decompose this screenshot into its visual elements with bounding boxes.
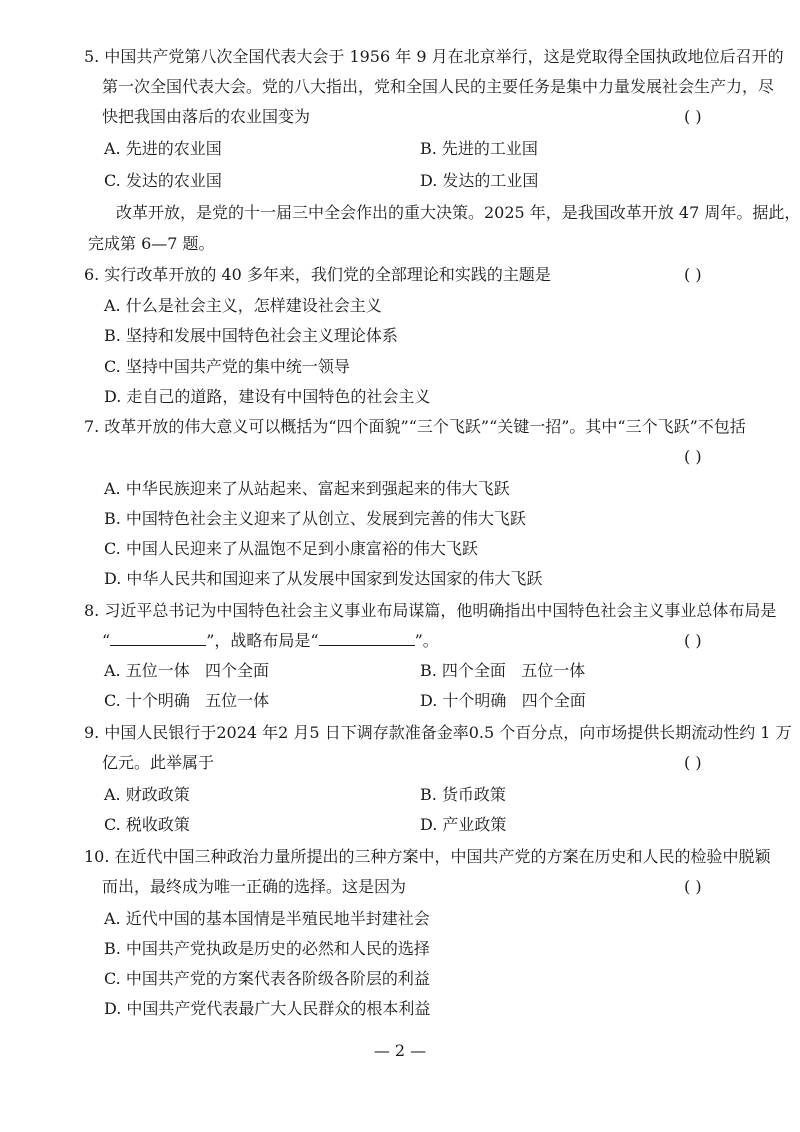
q8-close-text: ”。 <box>414 631 439 650</box>
page-number: — 2 — <box>373 1041 427 1060</box>
q9-stem-line2: 亿元。此举属于 <box>102 753 215 772</box>
q6-option-d: D. 走自己的道路，建设有中国特色的社会主义 <box>104 387 431 406</box>
q6-answer-paren: ( ) <box>684 265 702 284</box>
q6-option-b: B. 坚持和发展中国特色社会主义理论体系 <box>104 326 398 345</box>
q8-blank-2 <box>319 631 415 646</box>
q10-option-b: B. 中国共产党执政是历史的必然和人民的选择 <box>104 939 430 958</box>
q9-option-c: C. 税收政策 <box>104 815 190 834</box>
q7-stem: 7. 改革开放的伟大意义可以概括为“四个面貌”“三个飞跃”“关键一招”。其中“三个飞跃”不包括 <box>84 417 746 436</box>
q8-option-b: B. 四个全面 五位一体 <box>420 661 586 680</box>
q7-option-c: C. 中国人民迎来了从温饱不足到小康富裕的伟大飞跃 <box>104 539 478 558</box>
q6-option-a: A. 什么是社会主义，怎样建设社会主义 <box>104 296 382 315</box>
q5-option-c: C. 发达的农业国 <box>104 171 222 190</box>
q7-option-a: A. 中华民族迎来了从站起来、富起来到强起来的伟大飞跃 <box>104 479 510 498</box>
q8-option-c: C. 十个明确 五位一体 <box>104 691 270 710</box>
q9-option-a: A. 财政政策 <box>104 785 190 804</box>
q9-stem-line1: 9. 中国人民银行于2024 年2 月5 日下调存款准备金率0.5 个百分点，向市场提供长期流动性约 1 万 <box>84 723 792 742</box>
q7-answer-paren: ( ) <box>684 447 702 466</box>
q5-option-a: A. 先进的农业国 <box>104 139 222 158</box>
q5-stem-line1: 5. 中国共产党第八次全国代表大会于 1956 年 9 月在北京举行，这是党取得全国执政地位后召开的 <box>84 47 784 66</box>
q10-option-a: A. 近代中国的基本国情是半殖民地半封建社会 <box>104 909 430 928</box>
q10-stem-line2: 而出，最终成为唯一正确的选择。这是因为 <box>102 877 407 896</box>
q10-option-d: D. 中国共产党代表最广大人民群众的根本利益 <box>104 999 431 1018</box>
q9-option-d: D. 产业政策 <box>420 815 507 834</box>
passage-line2: 完成第 6—7 题。 <box>88 234 215 253</box>
q10-stem-line1: 10. 在近代中国三种政治力量所提出的三种方案中，中国共产党的方案在历史和人民的检验中脱颖 <box>84 847 771 866</box>
q9-option-b: B. 货币政策 <box>420 785 506 804</box>
q5-answer-paren: ( ) <box>684 107 702 126</box>
q8-answer-paren: ( ) <box>684 631 702 650</box>
q5-option-b: B. 先进的工业国 <box>420 139 538 158</box>
q8-blank-1 <box>110 631 206 646</box>
q8-option-a: A. 五位一体 四个全面 <box>104 661 269 680</box>
q10-option-c: C. 中国共产党的方案代表各阶级各阶层的利益 <box>104 969 430 988</box>
q8-stem-line1: 8. 习近平总书记为中国特色社会主义事业布局谋篇，他明确指出中国特色社会主义事业总体布局是 <box>84 601 777 620</box>
q5-stem-line2: 第一次全国代表大会。党的八大指出，党和全国人民的主要任务是集中力量发展社会生产力，尽 <box>102 77 775 96</box>
q8-option-d: D. 十个明确 四个全面 <box>420 691 586 710</box>
q8-open-quote: “ <box>102 631 111 650</box>
q8-stem-line2 <box>102 630 439 652</box>
q7-option-d: D. 中华人民共和国迎来了从发展中国家到发达国家的伟大飞跃 <box>104 569 543 588</box>
q6-stem: 6. 实行改革开放的 40 多年来，我们党的全部理论和实践的主题是 <box>84 265 551 284</box>
q8-mid-text: ”，战略布局是“ <box>206 631 319 650</box>
q9-answer-paren: ( ) <box>684 753 702 772</box>
q5-stem-line3: 快把我国由落后的农业国变为 <box>102 107 311 126</box>
q10-answer-paren: ( ) <box>684 877 702 896</box>
q7-option-b: B. 中国特色社会主义迎来了从创立、发展到完善的伟大飞跃 <box>104 509 526 528</box>
passage-line1: 改革开放，是党的十一届三中全会作出的重大决策。2025 年，是我国改革开放 47 周年。据此， <box>116 203 800 222</box>
q5-option-d: D. 发达的工业国 <box>420 171 539 190</box>
q6-option-c: C. 坚持中国共产党的集中统一领导 <box>104 357 350 376</box>
